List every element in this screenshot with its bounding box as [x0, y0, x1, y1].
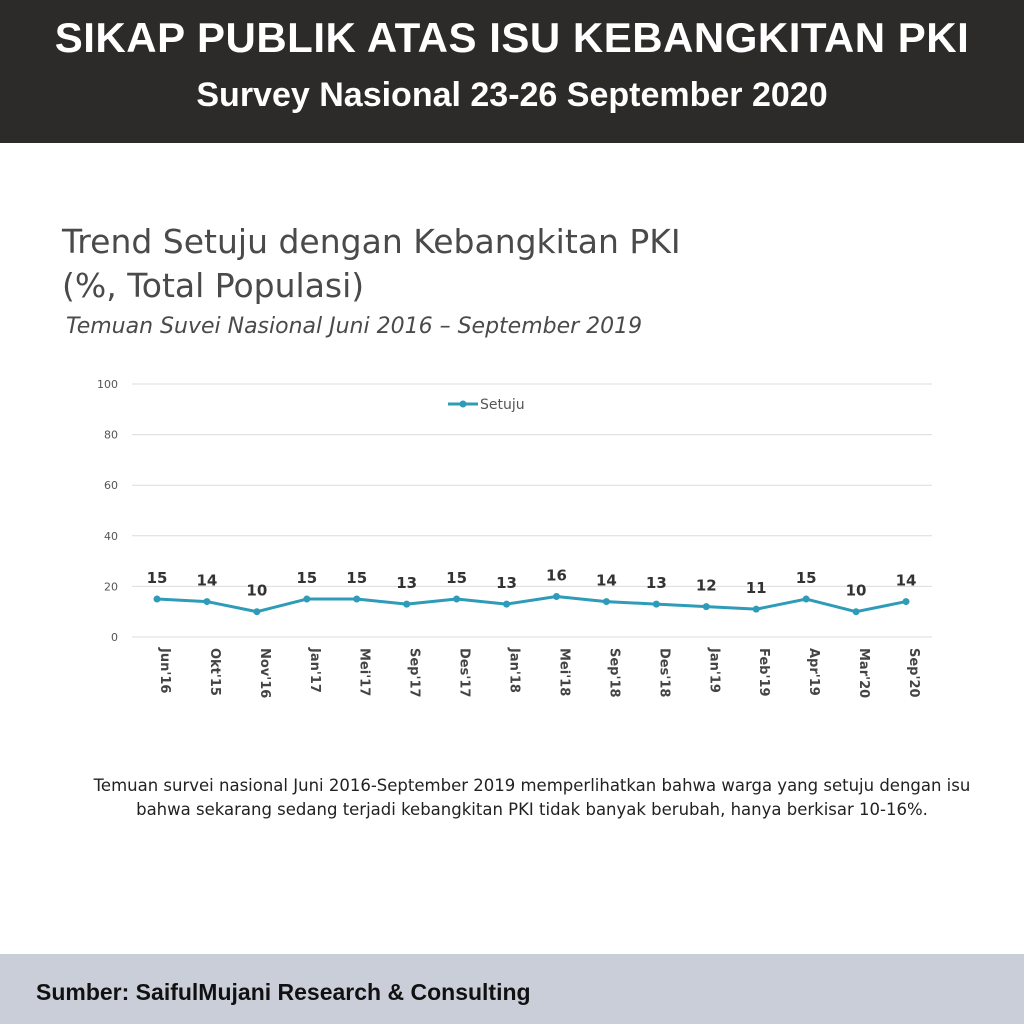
page-subtitle: Survey Nasional 23-26 September 2020 [196, 76, 828, 114]
chart-note: Temuan survei nasional Juni 2016-September 2019 memperlihatkan bahwa warga yang setuju dengan isu bahwa sekarang sedang terjadi kebangkitan PKI tidak banyak berubah, hanya berkisar 10-16%. [93, 776, 971, 819]
data-label: 16 [546, 566, 567, 585]
data-point [903, 598, 910, 605]
data-label: 14 [196, 571, 218, 590]
y-tick-label: 0 [111, 631, 118, 644]
line-chart [0, 360, 1024, 720]
chart-subtitle: Temuan Suvei Nasional Juni 2016 – September 2019 [66, 314, 643, 339]
legend-swatch-marker [460, 401, 467, 408]
data-point [653, 601, 660, 608]
data-label: 14 [895, 571, 917, 590]
x-tick-label: Sep'17 [406, 648, 422, 698]
x-tick-label: Nov'16 [256, 648, 272, 699]
data-point [303, 596, 310, 603]
data-label: 13 [645, 574, 667, 593]
data-point [853, 608, 860, 615]
data-label: 13 [496, 574, 517, 593]
x-tick-label: Sep'18 [606, 648, 622, 698]
series-line-setuju [157, 597, 906, 612]
data-label: 10 [845, 581, 867, 600]
footer-bar [0, 954, 1024, 1024]
data-point [503, 601, 510, 608]
legend-label-setuju: Setuju [480, 397, 525, 413]
x-tick-label: Jan'17 [306, 648, 322, 693]
data-point [203, 598, 210, 605]
header-banner [0, 0, 1024, 143]
data-label: 15 [146, 569, 168, 588]
chart-title-line1: Trend Setuju dengan Kebangkitan PKI [62, 222, 681, 261]
data-label: 12 [695, 576, 717, 595]
chart-title-line2: (%, Total Populasi) [62, 266, 365, 305]
data-point [403, 601, 410, 608]
chart-title [62, 220, 681, 308]
data-label: 14 [595, 571, 617, 590]
y-tick-label: 20 [104, 580, 118, 594]
x-tick-label: Jun'16 [157, 648, 172, 694]
data-label: 11 [745, 579, 767, 598]
data-label: 15 [795, 569, 817, 588]
x-tick-label: Jan'19 [706, 648, 722, 693]
x-tick-label: Jan'18 [506, 648, 522, 693]
x-tick-label: Des'18 [656, 648, 672, 698]
x-tick-label: Sep'20 [906, 648, 921, 698]
x-tick-label: Mei'18 [556, 648, 572, 697]
data-label: 15 [346, 569, 368, 588]
x-tick-label: Feb'19 [756, 648, 772, 697]
page-title: SIKAP PUBLIK ATAS ISU KEBANGKITAN PKI [54, 14, 970, 61]
source-credit: Sumber: SaifulMujani Research & Consulting [36, 979, 531, 1005]
x-tick-label: Des'17 [456, 648, 472, 698]
y-tick-label: 60 [104, 479, 118, 493]
data-label: 15 [446, 569, 468, 588]
y-tick-label: 80 [104, 428, 118, 442]
data-point [703, 603, 710, 610]
data-point [154, 596, 161, 603]
y-tick-label: 40 [104, 529, 118, 543]
data-point [553, 593, 560, 600]
data-point [353, 596, 360, 603]
x-tick-label: Apr'19 [806, 648, 822, 696]
data-label: 10 [246, 581, 268, 600]
x-tick-label: Mei'17 [356, 648, 372, 697]
x-tick-label: Okt'15 [206, 648, 222, 696]
data-label: 13 [396, 574, 418, 593]
data-point [603, 598, 610, 605]
data-point [453, 596, 460, 603]
x-tick-label: Mar'20 [856, 648, 872, 699]
data-point [253, 608, 260, 615]
y-tick-label: 100 [97, 378, 118, 391]
data-point [753, 606, 760, 613]
data-label: 15 [296, 569, 318, 588]
data-point [803, 596, 810, 603]
